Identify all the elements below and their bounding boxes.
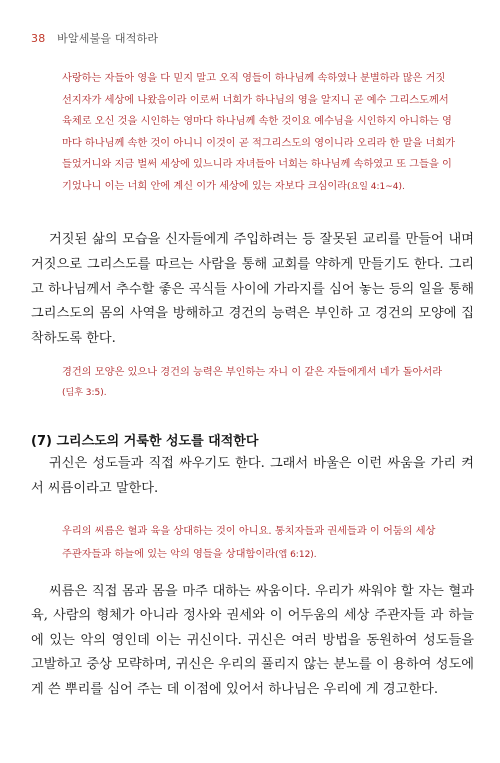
section-heading: (7) 그리스도의 거룩한 성도를 대적한다 <box>31 434 259 449</box>
scripture-reference: (엡 6:12). <box>275 550 317 560</box>
paragraph-line: 귀신은 성도들과 직접 싸우기도 한다. 그래서 바울은 이런 싸움을 가리 <box>49 456 457 471</box>
paragraph-line: 등의 일을 통해 그리스도의 몸의 사역을 방해하고 경건의 능력은 부인하 <box>31 281 474 322</box>
paragraph-line: 내며 거짓으로 그리스도를 따르는 사람을 통해 교회를 약하게 만들기도 <box>31 232 474 272</box>
scripture-reference: (요일 4:1~4). <box>347 181 405 192</box>
quote-line: 우리의 씨름은 혈과 육을 상대하는 것이 아니요. 통치자들과 권세들과 이 어둠의 세상 <box>62 526 436 537</box>
body-paragraph-1 <box>31 228 474 352</box>
paragraph-line: 용하여 성도에게 쓴 뿌리를 심어 주는 데 이점에 있어서 하나님은 우리에 <box>31 657 474 697</box>
paragraph-line: 거짓된 삶의 모습을 신자들에게 주입하려는 등 잘못된 교리를 만들어 <box>49 232 444 247</box>
scripture-quote-1john <box>62 68 474 199</box>
quote-line: 경건의 모양은 있으나 경건의 능력은 부인하는 자니 이 같은 자들에게서 네가 돌아서라 <box>62 367 443 378</box>
quote-line <box>62 176 474 199</box>
quote-line <box>62 543 474 567</box>
body-paragraph-3 <box>31 580 474 702</box>
paragraph-line: 게 경고한다. <box>365 681 439 697</box>
quote-line: 육체로 오신 것을 시인하는 영마다 하나님께 속한 것이요 예수님을 시인하지 아니하는 영 <box>62 116 452 128</box>
quote-text: 기었나니 이는 너희 안에 계신 이가 세상에 있는 자보다 크심이라 <box>62 180 348 192</box>
scripture-quote-2timothy <box>62 362 474 404</box>
running-header <box>31 30 158 46</box>
page-number: 38 <box>31 32 46 45</box>
paragraph-line: 혈과 육, 사람의 형체가 아니라 정사와 권세와 이 어두움의 세상 주관자들 <box>31 584 474 624</box>
quote-line: 들었거니와 지금 벌써 세상에 있느니라 자녀들아 너희는 하나님께 속하였고 또 그들을 이 <box>62 159 452 171</box>
paragraph-line: 과 하늘에 있는 악의 영인데 이는 귀신이다. 귀신은 여러 방법을 동원하여 <box>31 608 474 648</box>
paragraph-line: 고 경건의 모양에 집착하도록 한다. <box>31 306 474 347</box>
body-paragraph-2 <box>31 452 474 502</box>
book-title: 바알세불을 대적하라 <box>57 32 159 45</box>
scripture-reference: (딤후 3:5). <box>62 388 107 398</box>
paragraph-line: 씨름은 직접 몸과 몸을 마주 대하는 싸움이다. 우리가 싸워야 할 자는 <box>49 584 444 599</box>
paragraph-line: 성도들을 고발하고 중상 모략하며, 귀신은 우리의 풀리지 않는 분노를 이 <box>31 632 474 673</box>
paragraph-line: 한다. 그리고 하나님께서 추수할 좋은 곡식들 사이에 가라지를 심어 놓는 <box>31 256 474 297</box>
scripture-quote-ephesians <box>62 520 474 567</box>
quote-line: 선지자가 세상에 나왔음이라 이로써 너희가 하나님의 영을 알지니 곧 예수 그리스도께서 <box>62 94 449 106</box>
quote-line: 사랑하는 자들아 영을 다 믿지 말고 오직 영들이 하나님께 속하였나 분별하라 많은 거짓 <box>62 73 446 84</box>
quote-text: 주관자들과 하늘에 있는 악의 영들을 상대함이라 <box>62 549 276 560</box>
quote-line: 마다 하나님께 속한 것이 아니니 이것이 곧 적그리스도의 영이니라 오리라 한 말을 너희가 <box>62 137 456 149</box>
paragraph-line: 켜서 씨름이라고 말한다. <box>31 456 474 496</box>
